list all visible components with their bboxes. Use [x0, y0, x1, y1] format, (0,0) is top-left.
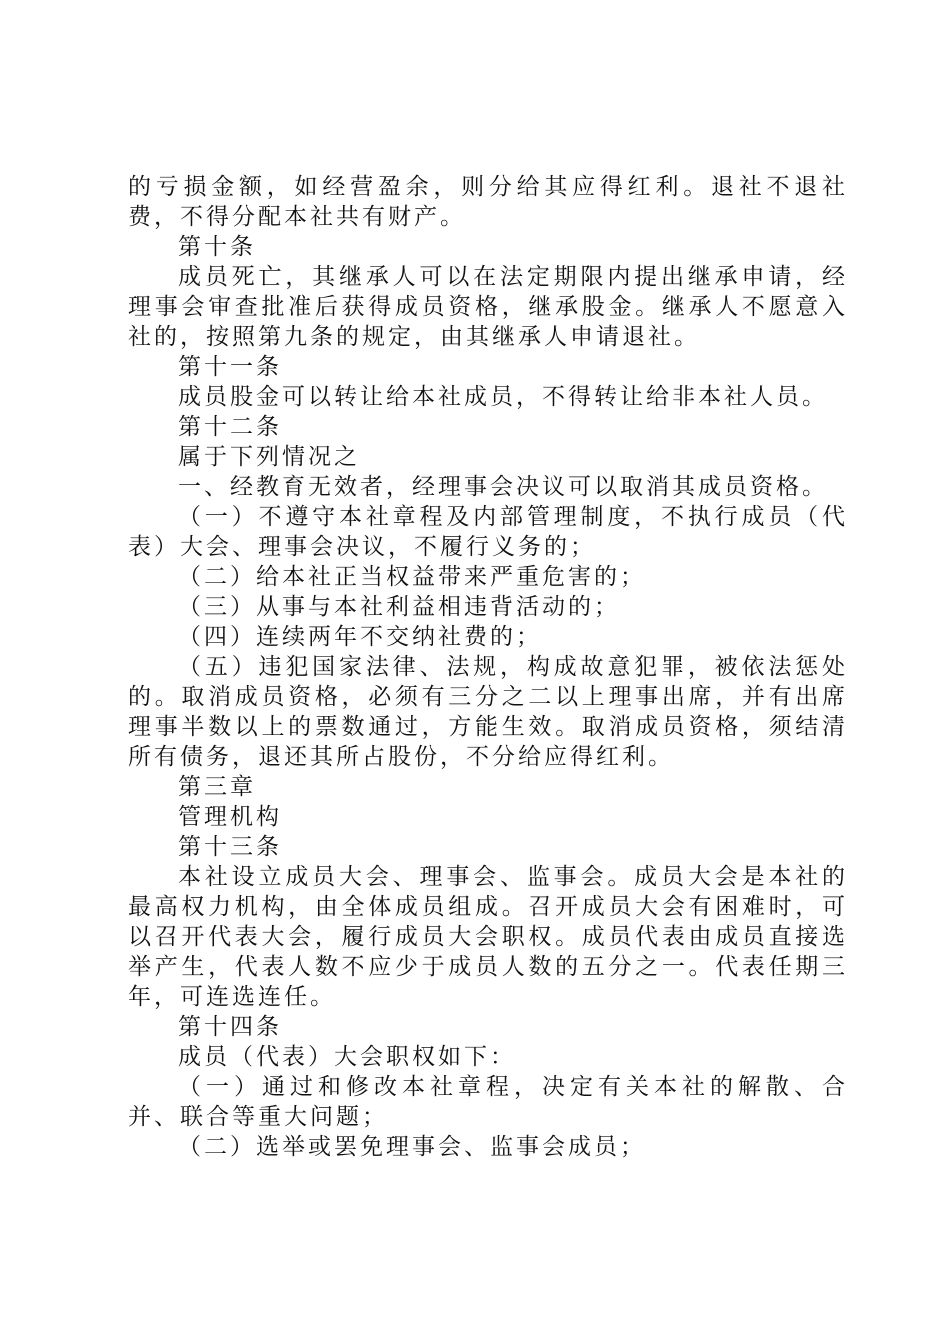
document-paragraph: 成员股金可以转让给本社成员，不得转让给非本社人员。 [178, 384, 828, 410]
document-body [128, 172, 848, 1162]
document-paragraph: 成员死亡，其继承人可以在法定期限内提出继承申请，经理事会审查批准后获得成员资格，继承股金。继承人不愿意入社的，按照第九条的规定，由其继承人申请退社。 [128, 264, 848, 350]
document-paragraph: 第十一条 [178, 354, 282, 380]
document-paragraph: 第十四条 [178, 1014, 282, 1040]
document-paragraph: 一、经教育无效者，经理事会决议可以取消其成员资格。 [178, 474, 828, 500]
document-paragraph: （一）通过和修改本社章程，决定有关本社的解散、合并、联合等重大问题； [128, 1074, 848, 1130]
document-paragraph: 第十条 [178, 234, 256, 260]
document-paragraph: 第十三条 [178, 834, 282, 860]
document-paragraph: （三）从事与本社利益相违背活动的； [178, 594, 620, 620]
document-paragraph: （二）选举或罢免理事会、监事会成员； [178, 1134, 646, 1160]
document-paragraph: 本社设立成员大会、理事会、监事会。成员大会是本社的最高权力机构，由全体成员组成。召开成员大会有困难时，可以召开代表大会，履行成员大会职权。成员代表由成员直接选举产生，代表人数不应少于成员人数的五分之一。代表任期三年，可连选连任。 [128, 864, 848, 1010]
document-paragraph: （五）违犯国家法律、法规，构成故意犯罪，被依法惩处的。取消成员资格，必须有三分之二以上理事出席，并有出席理事半数以上的票数通过，方能生效。取消成员资格，须结清所有债务，退还其所占股份，不分给应得红利。 [128, 654, 848, 770]
document-paragraph: 成员（代表）大会职权如下： [178, 1044, 516, 1070]
document-paragraph: 第十二条 [178, 414, 282, 440]
document-paragraph: （一）不遵守本社章程及内部管理制度，不执行成员（代表）大会、理事会决议，不履行义务的； [128, 504, 848, 560]
document-paragraph: （四）连续两年不交纳社费的； [178, 624, 542, 650]
document-paragraph: 的亏损金额，如经营盈余，则分给其应得红利。退社不退社费，不得分配本社共有财产。 [128, 174, 848, 230]
document-paragraph: 管理机构 [178, 804, 282, 830]
document-paragraph: 属于下列情况之 [178, 444, 360, 470]
document-paragraph: 第三章 [178, 774, 256, 800]
document-paragraph: （二）给本社正当权益带来严重危害的； [178, 564, 646, 590]
